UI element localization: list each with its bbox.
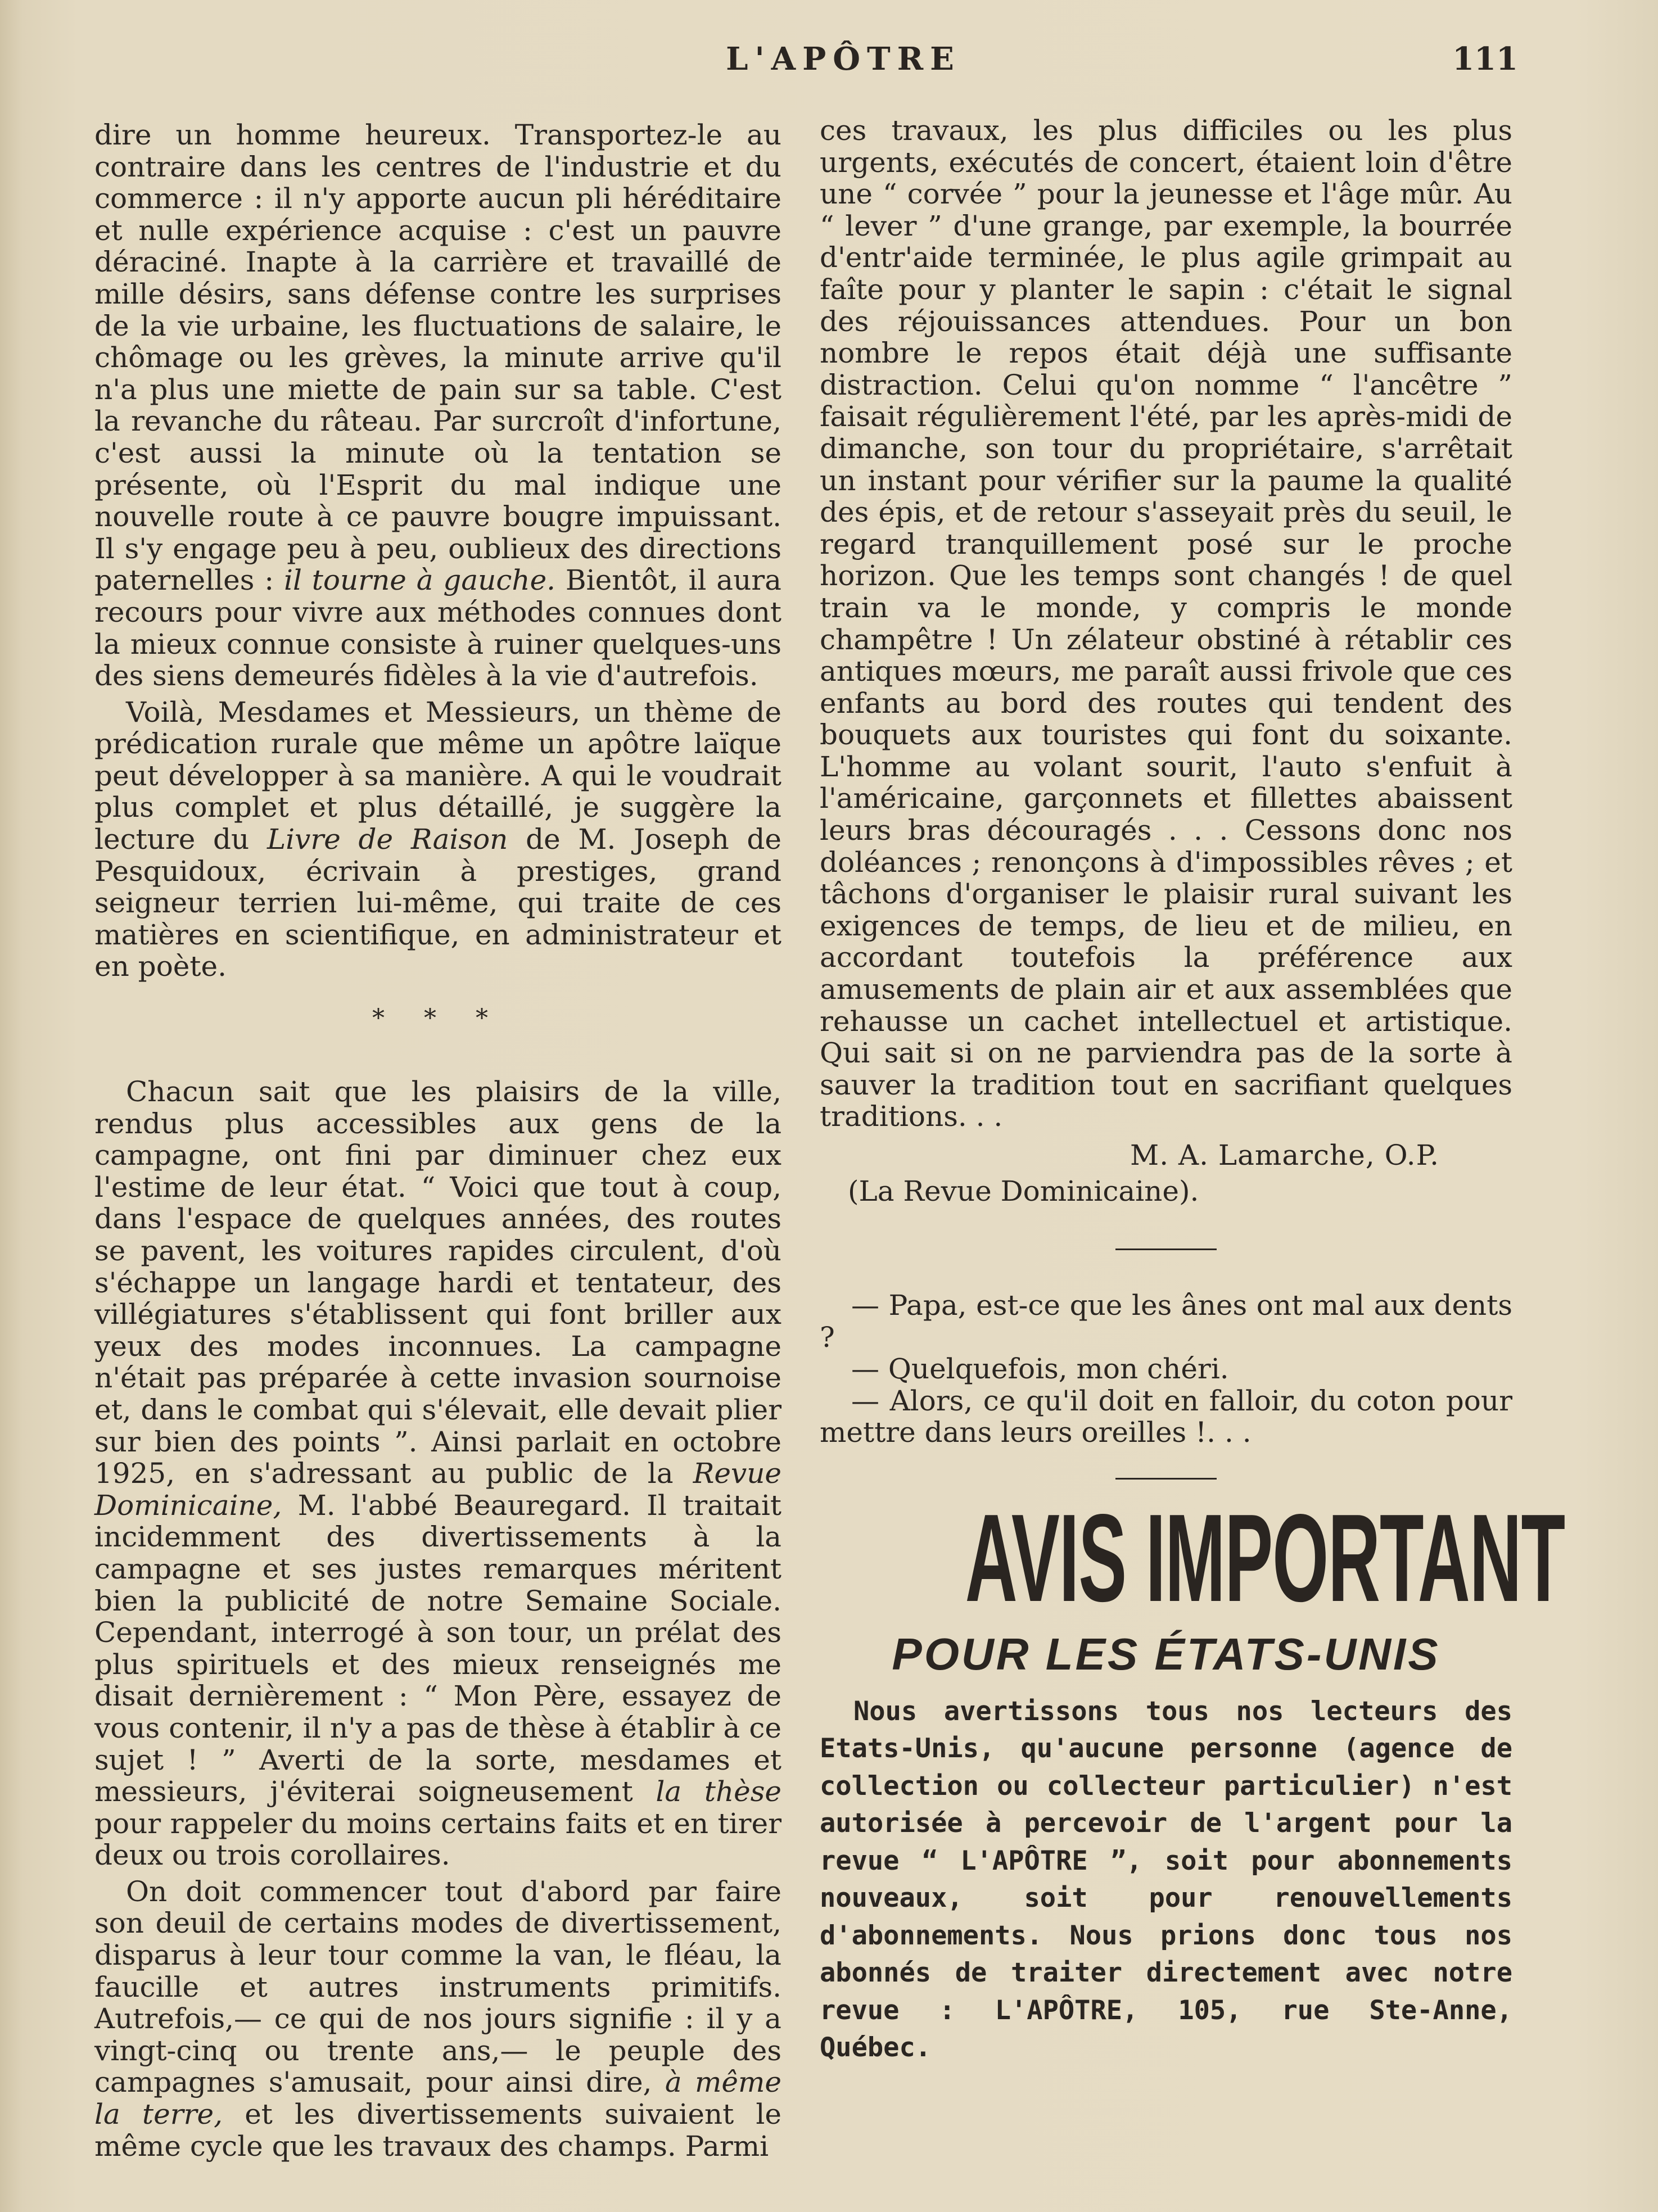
- paragraph: Voilà, Mesdames et Messieurs, un thème de prédication rurale que même un apôtre laïque peut développer à sa manière. A qui le voudrait plus complet et plus détaillé, je suggère la lecture du Livre de Raison de M. Joseph de Pesquidoux, écrivain à prestiges, grand seigneur terrien lui-même, qui traite de ces matières en scientifique, en administrateur et en poète.: [94, 695, 781, 983]
- author-signature: M. A. Lamarche, O.P.: [1130, 1139, 1439, 1171]
- paragraph: Chacun sait que les plaisirs de la ville, rendus plus accessibles aux gens de la campagne, ont fini par diminuer chez eux l'estime de leur état. “ Voici que tout à coup, dans l'espace de quelques années, des routes se pavent, les voitures rapides circulent, d'où s'échappe un langage hardi et tentateur, des villégiatures s'établissent qui font briller aux yeux des modes inconnues. La campagne n'était pas préparée à cette invasion sournoise et, dans le combat qui s'élevait, elle devait plier sur bien des points ”. Ainsi parlait en octobre 1925, en s'adressant au public de la Revue Dominicaine, M. l'abbé Beauregard. Il traitait incidemment des divertissements à la campagne et ses justes remarques méritent bien la publicité de notre Semaine Sociale. Cependant, interrogé à son tour, un prélat des plus spirituels et des mieux renseignés me disait dernièrement : “ Mon Père, essayez de vous contenir, il n'y a pas de thèse à établir à ce sujet ! ” Averti de la sorte, mesdames et messieurs, j'éviterai soigneusement la thèse pour rappeler du moins certains faits et en tirer deux ou trois corollaires.: [94, 1075, 782, 1872]
- notice-subtitle: POUR LES ÉTATS-UNIS: [892, 1629, 1440, 1679]
- divider: [1115, 1249, 1217, 1250]
- right-column: [820, 114, 1565, 2067]
- section-separator: * * *: [372, 1004, 504, 1033]
- paragraph: On doit commencer tout d'abord par faire son deuil de certains modes de divertissement, disparus à leur tour comme la van, le fléau, la faucille et autres instruments primitifs. Autrefois,— ce qui de nos jours signifie : il y a vingt-cinq ou trente ans,— le peuple des campagnes s'amusait, pour ainsi dire, à même la terre, et les divertissements suivaient le même cycle que les travaux des champs. Parmi: [94, 1875, 781, 2163]
- notice-title: AVIS IMPORTANT: [965, 1488, 1565, 1628]
- divider: [1115, 1478, 1217, 1480]
- paragraph: dire un homme heureux. Transportez-le au contraire dans les centres de l'industrie et du commerce : il n'y apporte aucun pli héréditaire et nulle expérience acquise : c'est un pauvre déraciné. Inapte à la carrière et travaillé de mille désirs, sans défense contre les surprises de la vie urbaine, les fluctuations de salaire, le chômage ou les grèves, la minute arrive qu'il n'a plus une miette de pain sur sa table. C'est la revanche du râteau. Par surcroît d'infortune, c'est aussi la minute où la tentation se présente, où l'Esprit du mal indique une nouvelle route à ce pauvre bougre impuissant. Il s'y engage peu à peu, oublieux des directions paternelles : il tourne à gauche. Bientôt, il aura recours pour vivre aux méthodes connues dont la mieux connue consiste à ruiner quelques-uns des siens demeurés fidèles à la vie d'autrefois.: [94, 119, 781, 693]
- running-header-title: L'APÔTRE: [726, 40, 961, 78]
- page-number: 111: [1452, 40, 1518, 78]
- left-column: [94, 119, 781, 2162]
- notice-body: Nous avertissons tous nos lecteurs des Etats-Unis, qu'aucune personne (agence de collection ou collecteur particulier) n'est autorisée à percevoir de l'argent pour la revue “ L'APÔTRE ”, soit pour abonnements nouveaux, soit pour renouvellements d'abonnements. Nous prions donc tous nos abonnés de traiter directement avec notre revue : L'APÔTRE, 105, rue Ste-Anne, Québec.: [820, 1695, 1512, 2064]
- dialogue-line: — Papa, est-ce que les ânes ont mal aux dents ?: [820, 1289, 1512, 1354]
- dialogue-line: — Quelquefois, mon chéri.: [851, 1352, 1229, 1386]
- dialogue-line: — Alors, ce qu'il doit en falloir, du coton pour mettre dans leurs oreilles !. . .: [820, 1384, 1512, 1449]
- source-citation: (La Revue Dominicaine).: [848, 1175, 1199, 1207]
- paragraph: ces travaux, les plus difficiles ou les plus urgents, exécutés de concert, étaient loin d'être une “ corvée ” pour la jeunesse et l'âge mûr. Au “ lever ” d'une grange, par exemple, la bourrée d'entr'aide terminée, le plus agile grimpait au faîte pour y planter le sapin : c'était le signal des réjouissances attendues. Pour un bon nombre le repos était déjà une suffisante distraction. Celui qu'on nomme “ l'ancêtre ” faisait régulièrement l'été, par les après-midi de dimanche, son tour du propriétaire, s'arrêtait un instant pour vérifier sur la paume la qualité des épis, et de retour s'asseyait près du seuil, le regard tranquillement posé sur le proche horizon. Que les temps sont changés ! de quel train va le monde, y compris le monde champêtre ! Un zélateur obstiné à rétablir ces antiques mœurs, me paraît aussi frivole que ces enfants au bord des routes qui tendent des bouquets aux touristes qui font du soixante. L'homme au volant sourit, l'auto s'enfuit à l'américaine, garçonnets et fillettes abaissent leurs bras découragés . . . Cessons donc nos doléances ; renonçons à d'impossibles rêves ; et tâchons d'organiser le plaisir rural suivant les exigences de temps, de lieu et de milieu, en accordant toutefois la préférence aux amusements de plain air et aux assemblées que rehausse un cachet intellectuel et artistique. Qui sait si on ne parviendra pas de la sorte à sauver la tradition tout en sacrifiant quelques traditions. . .: [820, 114, 1512, 1133]
